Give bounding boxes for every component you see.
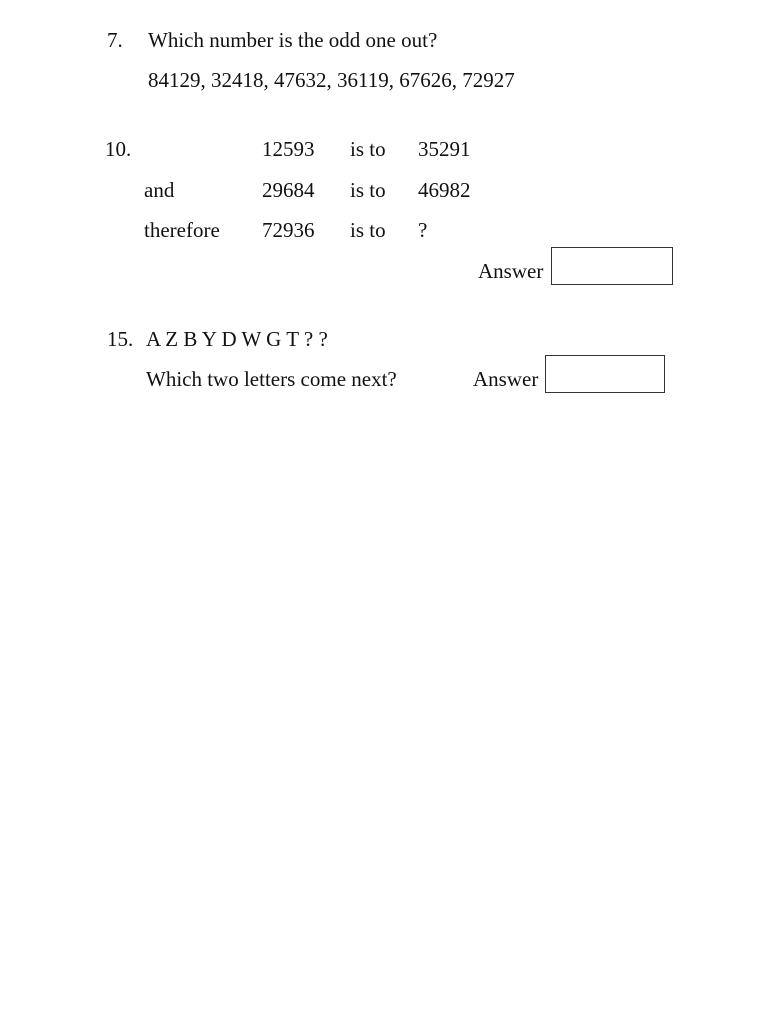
q10-row-3-left: 72936 [262, 218, 315, 242]
q10-row-3-relation: is to [350, 218, 386, 242]
q10-row-2-right: 46982 [418, 178, 471, 202]
q10-answer-box[interactable] [551, 247, 673, 285]
q15-answer-box[interactable] [545, 355, 665, 393]
q10-row-1-right: 35291 [418, 137, 471, 161]
q10-row-2-left: 29684 [262, 178, 315, 202]
q10-row-1-left: 12593 [262, 137, 315, 161]
question-7-text: Which number is the odd one out? [148, 28, 438, 52]
q10-row-1-relation: is to [350, 137, 386, 161]
q10-answer-label: Answer [478, 259, 544, 283]
question-15-text: Which two letters come next? [146, 367, 397, 391]
q10-row-3-right: ? [418, 218, 428, 242]
q15-answer-label: Answer [473, 367, 539, 391]
q10-row-3-label: therefore [144, 218, 220, 242]
question-15-sequence: A Z B Y D W G T ? ? [146, 327, 328, 351]
q10-row-2-label: and [144, 178, 175, 202]
q10-row-2-relation: is to [350, 178, 386, 202]
question-10-number: 10. [105, 137, 132, 161]
question-7-number: 7. [107, 28, 123, 52]
question-15-number: 15. [107, 327, 134, 351]
question-7-options: 84129, 32418, 47632, 36119, 67626, 72927 [148, 68, 515, 92]
